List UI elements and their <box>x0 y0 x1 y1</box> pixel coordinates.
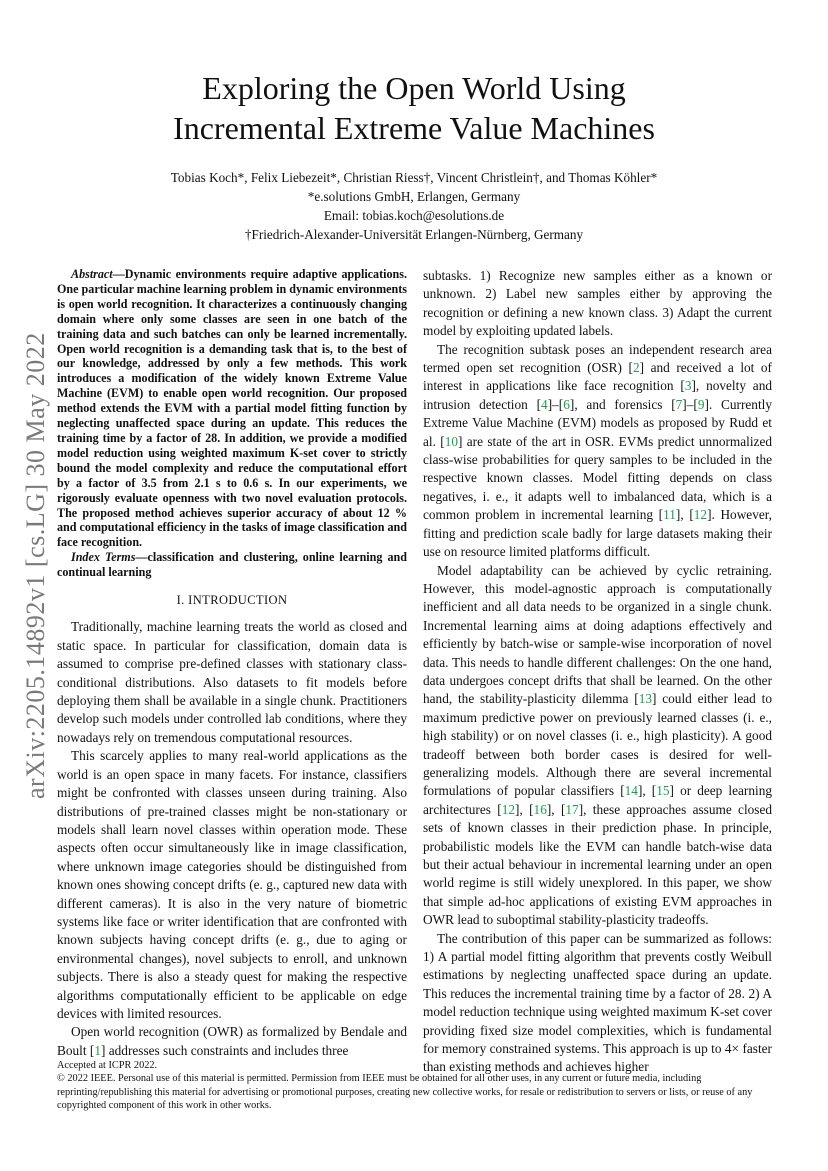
citation-link[interactable]: 17 <box>565 801 579 817</box>
index-terms-label: Index Terms <box>71 550 136 565</box>
section-heading: I. INTRODUCTION <box>176 593 288 608</box>
citation-link[interactable]: 7 <box>675 396 683 412</box>
citation-link[interactable]: 13 <box>638 691 652 707</box>
intro-paragraph-3: Open world recognition (OWR) as formalized by Bendale and Boult [1] addresses such constraints and includes three <box>57 1024 407 1058</box>
title-line-1: Exploring the Open World Using <box>202 70 626 106</box>
citation-link[interactable]: 11 <box>663 507 676 523</box>
right-paragraph-3: Model adaptability can be achieved by cyclic retraining. However, this model-agnostic approach is computationally inefficient and all data needs to be organized in a single chunk. Incremental learning aims at doing adaptions effectively and efficiently by batch-wise or sample-wise incorporation of novel data. This needs to handle different challenges: On the one hand, data undergoes concept drifts that shall be learned. On the other hand, the stability-plasticity dilemma [13] could either lead to maximum predictive power on previously learned classes (i. e., high stability) or on novel classes (i. e., high plasticity). A good tradeoff between both border cases is desired for well-generalizing models. Although there are several incremental formulations of popular classifiers [14], [15] or deep learning architectures [12], [16], [17], these approaches assume closed sets of known classes in their prediction phase. In principle, probabilistic models like the EVM can handle batch-wise data but their actual behaviour in incremental learning under an open world regime is still widely unexplored. In this paper, we show that simple ad-hoc applications of existing EVM approaches in OWR lead to suboptimal stability-plasticity tradeoffs. <box>423 562 773 928</box>
citation-link[interactable]: 12 <box>693 507 708 523</box>
citation-link[interactable]: 6 <box>563 396 570 412</box>
citation-link[interactable]: 1 <box>94 1042 101 1058</box>
citation-link[interactable]: 9 <box>697 396 705 412</box>
index-terms-text: —classification and clustering, online learning and continual learning <box>57 550 407 580</box>
citation-link[interactable]: 14 <box>624 783 638 799</box>
citation-link[interactable]: 3 <box>684 378 692 394</box>
right-paragraph-1: subtasks. 1) Recognize new samples either as a known or unknown. 2) Label new samples either by approving the recognition or defining a new known class. 3) Adapt the current model by exploiting updated labels. <box>423 268 772 339</box>
right-paragraph-2: The recognition subtask poses an independent research area termed open set recognition (OSR) [2] and received a lot of interest in applications like face recognition [3], novelty and intrusion detection [4]–[6], and forensics [7]–[9]. Currently Extreme Value Machine (EVM) models as proposed by Rudd et al. [10] are state of the art in OSR. EVMs predict unnormalized class-wise probabilities for query samples to be included in the respective known classes. Model fitting depends on class negatives, i. e., it adapts well to imbalanced data, which is a common problem in incremental learning [11], [12]. However, fitting and prediction scale badly for large datasets making their use on resource limited platforms difficult. <box>423 341 773 560</box>
citation-link[interactable]: 16 <box>533 801 547 817</box>
intro-paragraph-1: Traditionally, machine learning treats the world as closed and static space. In particular for classification, domain data is assumed to comprise pre-defined classes with stationary class-conditional distributions. Also datasets to fit models before deploying them shall be available in a single chunk. Practitioners develop such models under controlled lab conditions, where they nowadays rely on tremendous computational resources. <box>57 619 407 745</box>
title-line-2: Incremental Extreme Value Machines <box>173 110 655 146</box>
right-column <box>423 267 772 1077</box>
abstract-label: Abstract <box>71 267 113 281</box>
abstract-text: —Dynamic environments require adaptive applications. One particular machine learning problem in dynamic environments is open world recognition. It characterizes a continuously changing domain where only some classes are seen in one batch of the training data and such batches can only be learned incrementally. Open world recognition is a demanding task that is, to the best of our knowledge, addressed by only a few methods. This work introduces a modification of the widely known Extreme Value Machine (EVM) to enable open world recognition. Our proposed method extends the EVM with a partial model fitting function by neglecting unaffected space during an update. This reduces the training time by a factor of 28. In addition, we provide a modified model reduction using weighted maximum K-set cover to strictly bound the model complexity and reduce the computational effort by a factor of 3.5 from 2.1 s to 0.6 s. In our experiments, we rigorously evaluate openness with two novel evaluation protocols. The proposed method achieves superior accuracy of about 12 % and computational efficiency in the tasks of image classification and face recognition. <box>57 267 407 550</box>
paper-title <box>0 68 828 148</box>
intro-paragraph-2: This scarcely applies to many real-world applications as the world is an open space in many facets. For instance, classifiers might be confronted with classes unseen during training. Also distributions of pre-trained classes might be non-stationary or models shall learn novel classes within operation mode. These aspects often occur simultaneously like in image classification, where unknown image categories should be distinguished from known ones showing concept drifts (e. g., captured new data with different cameras). It is also in the very nature of biometric systems like face or writer identification that are confronted with known subjects having concept drifts (e. g., due to aging or environmental changes), novel subjects to enroll, and unknown subjects. There is also a steady quest for making the respective algorithms computationally efficient to be applicable on edge devices with limited resources. <box>57 748 407 1021</box>
footer-accepted: Accepted at ICPR 2022. <box>57 1060 158 1071</box>
footer-copyright: © 2022 IEEE. Personal use of this material is permitted. Permission from IEEE must be obtained for all other uses, in any current or future media, including reprinting/republishing this material for advertising or promotional purposes, creating new collective works, for resale or redistribution to servers or lists, or reuse of any copyrighted component of this work in other works. <box>57 1073 753 1111</box>
citation-link[interactable]: 12 <box>501 801 515 817</box>
arxiv-stamp: arXiv:2205.14892v1 [cs.LG] 30 May 2022 <box>21 332 50 800</box>
abstract <box>57 267 407 550</box>
left-column <box>57 267 407 1060</box>
citation-link[interactable]: 2 <box>632 360 640 376</box>
affiliation-1: *e.solutions GmbH, Erlangen, Germany <box>307 189 521 204</box>
paper-header <box>0 68 828 244</box>
affiliation-2: †Friedrich-Alexander-Universität Erlangen-Nürnberg, Germany <box>244 227 584 242</box>
author-list: Tobias Koch*, Felix Liebezeit*, Christian Riess†, Vincent Christlein†, and Thomas Köhler* <box>170 170 658 185</box>
copyright-footer <box>57 1059 772 1112</box>
citation-link[interactable]: 15 <box>656 783 670 799</box>
citation-link[interactable]: 10 <box>444 433 458 449</box>
right-paragraph-4: The contribution of this paper can be summarized as follows: 1) A partial model fitting algorithm that prevents costly Weibull estimations by neglecting unaffected space during an update. This reduces the incremental training time by a factor of 28. 2) A model reduction technique using weighted maximum K-set cover providing fixed size model complexities, which is fundamental for memory constrained systems. This approach is up to 4× faster than existing methods and achieves higher <box>423 930 772 1075</box>
index-terms <box>57 550 407 580</box>
affiliation-email: Email: tobias.koch@esolutions.de <box>323 208 505 223</box>
citation-link[interactable]: 4 <box>541 396 548 412</box>
